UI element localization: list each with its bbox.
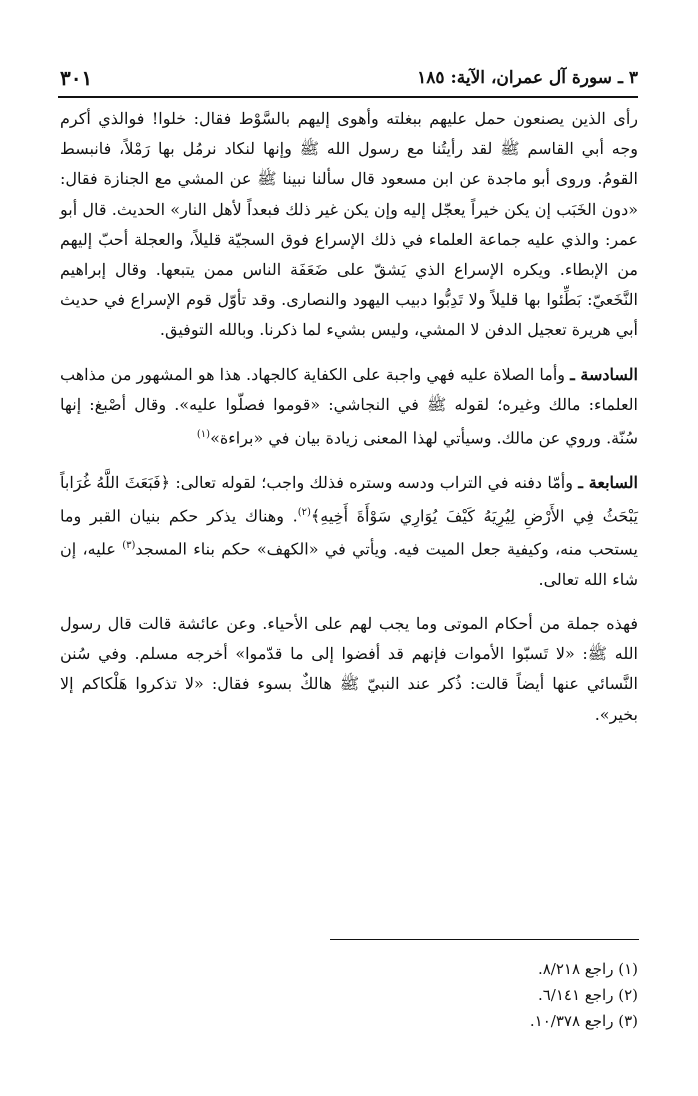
paragraph-1-text: رأى الذين يصنعون حمل عليهم ببغلته وأهوى إليهم بالسَّوْط فقال: خلوا! فوالذي أكرم وجه أبي القاسم ﷺ لقد رأيتُنا مع رسول الله ﷺ وإنها لنكاد نرمُل بها رَمْلاً، فانبسط القومُ. وروى أبو ماجدة عن ابن مسعود قال سألنا نبينا ﷺ عن المشي مع الجنازة فقال: «دون الخَبَب إن يكن خيراً يعجّل إليه وإن يكن غير ذلك فبعداً لأهل النار» الحديث. قال أبو عمر: والذي عليه جماعة العلماء في ذلك الإسراع فوق السجيّة قليلاً، والعجلة أحبّ إليهم من الإبطاء. ويكره الإسراع الذي يَشقّ على ضَعَفَة الناس ممن يتبعها. وقال إبراهيم النَّخَعيّ: بَطِّئوا بها قليلاً ولا تَدِبُّوا دبيب اليهود والنصارى. وقد تأوّل قوم الإسراع في حديث أبي هريرة تعجيل الدفن لا المشي، وليس بشيء لما ذكرنا. وبالله التوفيق.	[60, 109, 639, 340]
footnote-ref-2[interactable]: (٢)	[297, 506, 311, 518]
paragraph-sixth	[60, 360, 638, 454]
running-title: ٣ ـ سورة آل عمران، الآية: ١٨٥	[417, 68, 638, 88]
footnote-ref-3[interactable]: (٣)	[122, 540, 136, 552]
footnote-3: (٣) راجع ١٠/٣٧٨.	[529, 1012, 638, 1030]
footnotes	[278, 956, 638, 1034]
paragraph-seventh	[60, 468, 638, 595]
section-heading-sixth: السادسة ـ	[570, 364, 638, 384]
footnote-2: (٢) راجع ٦/١٤١.	[537, 986, 638, 1004]
footnote-rule	[330, 939, 639, 940]
footnote-ref-1[interactable]: (١)	[196, 429, 211, 441]
footnote-1: (١) راجع ٨/٢١٨.	[537, 960, 638, 978]
paragraph-1	[60, 104, 638, 346]
paragraph-sixth-text: وأما الصلاة عليه فهي واجبة على الكفاية كالجهاد. هذا هو المشهور من مذاهب العلماء: مالك وغيره؛ لقوله ﷺ في النجاشي: «قوموا فصلّوا عليه». وقال أصْبغ: إنها سُنّة. وروي عن مالك. وسيأتي لهذا المعنى زيادة بيان في «براءة»	[60, 364, 638, 448]
header-rule	[58, 96, 638, 98]
paragraph-seventh-text-2: . وهناك يذكر حكم بنيان القبر وما يستحب منه، وكيفية جعل الميت فيه. ويأتي في «الكهف» حكم بناء المسجد	[60, 506, 639, 559]
paragraph-seventh-text: وأمّا دفنه في التراب ودسه وستره فذلك واجب؛ لقوله تعالى: ﴿فَبَعَثَ اللَّهُ غُرَاباً يَبْحَثُ فِي الأَرْضِ لِيُرِيَهُ كَيْفَ يُوَارِي سَوْأَةَ أَخِيهِ﴾	[60, 472, 638, 526]
section-heading-seventh: السابعة ـ	[578, 472, 638, 492]
paragraph-final	[60, 609, 638, 730]
page-number: ٣٠١	[60, 66, 93, 90]
page-body	[60, 104, 638, 730]
paragraph-seventh-text-3: عليه، إن شاء الله تعالى.	[60, 539, 638, 589]
page-header	[60, 62, 638, 94]
paragraph-final-text: فهذه جملة من أحكام الموتى وما يجب لهم على الأحياء. وعن عائشة قالت قال رسول الله ﷺ: «لا تَسبّوا الأموات فإنهم قد أفضوا إلى ما قدّموا» أخرجه مسلم. وفي سُنن النَّسائي عنها أيضاً قالت: ذُكر عند النبيّ ﷺ هالكٌ بسوء فقال: «لا تذكروا هَلْكاكم إلا بخير».	[60, 614, 638, 724]
